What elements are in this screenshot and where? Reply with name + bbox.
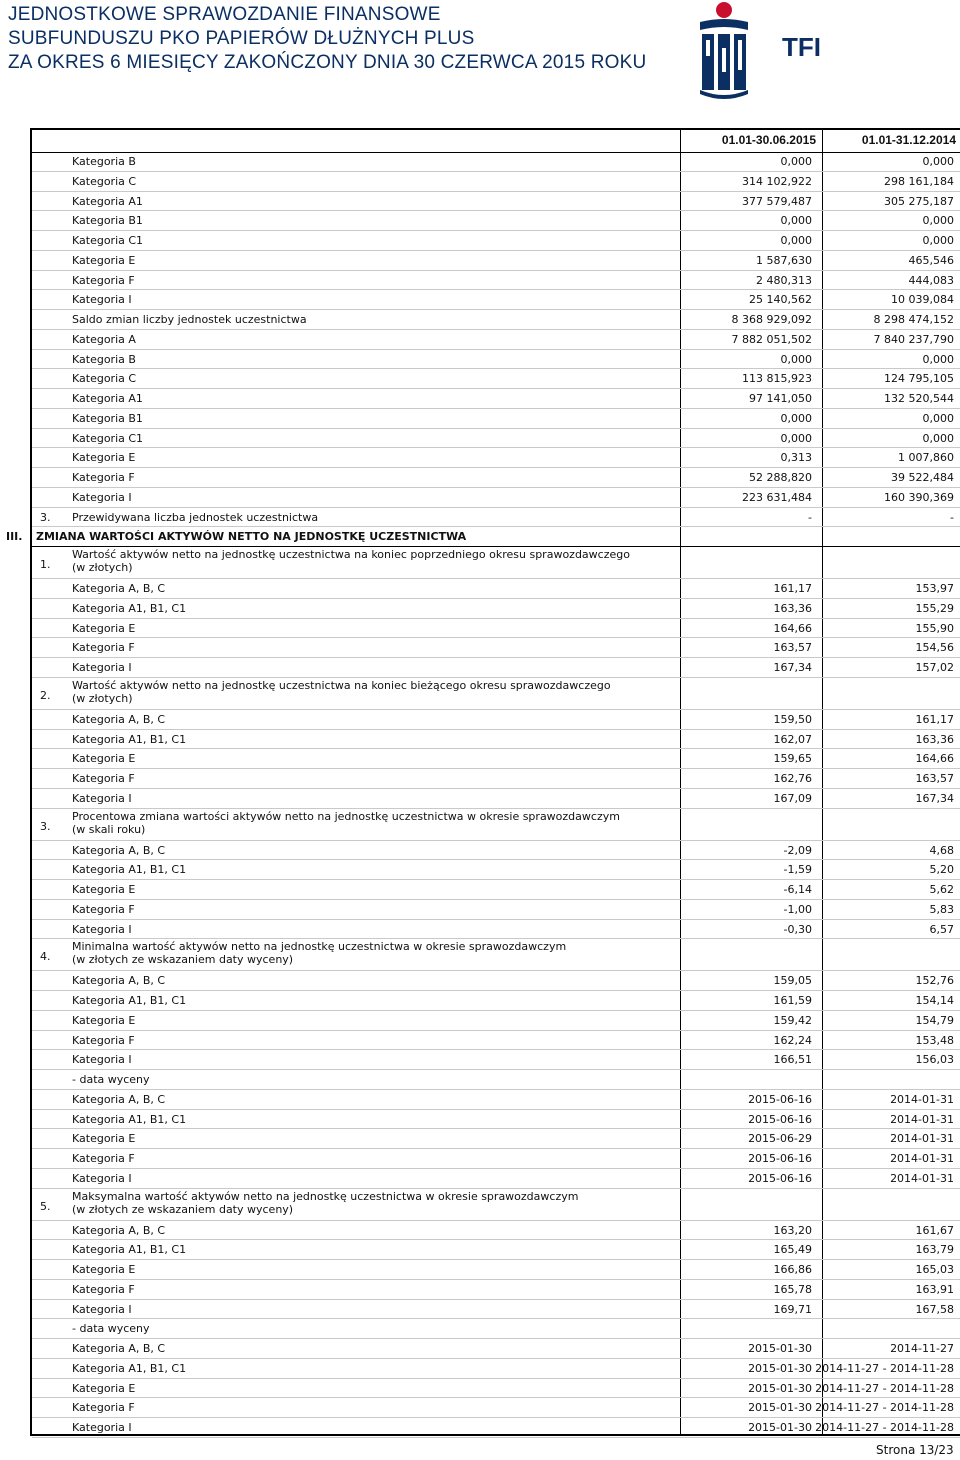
value-2015: 166,86 xyxy=(773,1263,812,1276)
value-2015: 159,42 xyxy=(773,1013,812,1027)
table-row xyxy=(32,1031,960,1051)
report-title-line-3: ZA OKRES 6 MIESIĘCY ZAKOŃCZONY DNIA 30 CZERWCA 2015 ROKU xyxy=(8,52,647,73)
row-label: Kategoria E xyxy=(72,1263,136,1276)
value-2015: 2015-01-30 xyxy=(748,1361,812,1375)
value-2014: 5,83 xyxy=(929,902,954,916)
value-2014: 0,000 xyxy=(922,352,954,366)
row-label: Kategoria A1, B1, C1 xyxy=(72,601,187,615)
row-label: Kategoria I xyxy=(72,293,132,307)
row-label: Kategoria I xyxy=(72,1421,132,1434)
value-2014: 2014-01-31 xyxy=(890,1152,954,1165)
value-2014: 2014-11-27 - 2014-11-28 xyxy=(815,1401,954,1415)
row-label: Kategoria A1 xyxy=(72,194,143,208)
row-label: Kategoria F xyxy=(72,1401,135,1415)
table-body xyxy=(6,152,960,1438)
value-2015: 161,59 xyxy=(773,994,812,1007)
row-label-line-1: Minimalna wartość aktywów netto na jednostkę uczestnictwa w okresie sprawozdawczym xyxy=(72,940,567,954)
value-2014: 0,000 xyxy=(922,214,954,228)
table-row xyxy=(32,547,960,579)
report-title-line-1: JEDNOSTKOWE SPRAWOZDANIE FINANSOWE xyxy=(8,4,441,25)
value-2014: 2014-01-31 xyxy=(890,1092,954,1106)
table-row xyxy=(32,468,960,488)
value-2014: 161,17 xyxy=(915,712,954,726)
table-row xyxy=(32,1050,960,1070)
value-2015: 377 579,487 xyxy=(742,194,812,208)
table-row xyxy=(32,619,960,639)
value-2014: 163,57 xyxy=(915,772,954,785)
row-label xyxy=(72,679,611,705)
value-2015: -1,59 xyxy=(783,863,812,877)
table-row xyxy=(32,488,960,508)
value-2015: 97 141,050 xyxy=(749,392,812,405)
row-label: Kategoria I xyxy=(72,1302,132,1316)
value-2015: 163,36 xyxy=(773,601,812,615)
table-row xyxy=(32,1398,960,1418)
value-2015: 164,66 xyxy=(773,621,812,635)
row-label: Kategoria B xyxy=(72,352,136,366)
row-label: Kategoria F xyxy=(72,1033,135,1047)
value-2015: 7 882 051,502 xyxy=(731,332,812,346)
row-label: Kategoria E xyxy=(72,1013,136,1027)
value-2015: 167,09 xyxy=(773,791,812,805)
value-2014: 163,79 xyxy=(915,1243,954,1257)
table-row xyxy=(32,192,960,212)
row-label: Kategoria B1 xyxy=(72,411,143,425)
table-row xyxy=(32,939,960,971)
value-2014: 153,48 xyxy=(915,1033,954,1047)
tfi-logo-text: TFI xyxy=(782,32,821,62)
row-label-line-2: (w złotych) xyxy=(72,561,133,574)
value-2015: 162,76 xyxy=(773,772,812,785)
value-2014: 153,97 xyxy=(915,582,954,595)
row-label: Kategoria A1, B1, C1 xyxy=(72,732,187,746)
value-2014: 2014-11-27 - 2014-11-28 xyxy=(815,1361,954,1375)
table-row xyxy=(32,900,960,920)
row-number: 1. xyxy=(40,558,51,571)
table-row xyxy=(32,409,960,429)
row-label xyxy=(72,810,620,836)
row-label-line-1: Wartość aktywów netto na jednostkę uczestnictwa na koniec poprzedniego okresu sprawozdawczego xyxy=(72,548,630,561)
row-label: ZMIANA WARTOŚCI AKTYWÓW NETTO NA JEDNOSTKĘ UCZESTNICTWA xyxy=(36,530,467,544)
row-label-line-1: Procentowa zmiana wartości aktywów netto na jednostkę uczestnictwa w okresie sprawozdawczym xyxy=(72,809,620,823)
table-row xyxy=(32,638,960,658)
value-2015: -0,30 xyxy=(783,922,812,936)
row-label: Kategoria F xyxy=(72,902,135,916)
row-label: Kategoria B xyxy=(72,155,136,168)
value-2015: 162,24 xyxy=(773,1033,812,1047)
value-2015: 2 480,313 xyxy=(756,273,812,287)
row-label: Kategoria E xyxy=(72,752,136,766)
value-2015: 166,51 xyxy=(773,1053,812,1067)
financial-table xyxy=(6,128,960,1436)
table-row xyxy=(32,448,960,468)
value-2015: -2,09 xyxy=(783,843,812,857)
table-row xyxy=(32,231,960,251)
table-row xyxy=(32,251,960,271)
table-row xyxy=(32,769,960,789)
row-label: Kategoria A xyxy=(72,332,136,346)
row-label: Kategoria I xyxy=(72,661,132,674)
table-row xyxy=(32,860,960,880)
table-row xyxy=(32,1240,960,1260)
value-2014: 167,58 xyxy=(915,1302,954,1316)
value-2014: 0,000 xyxy=(922,431,954,445)
value-2014: 5,20 xyxy=(929,863,954,877)
table-row xyxy=(32,1169,960,1189)
value-2014: 2014-01-31 xyxy=(890,1112,954,1126)
table-row xyxy=(32,369,960,389)
value-2014: 10 039,084 xyxy=(891,293,954,307)
table-row xyxy=(32,1280,960,1300)
table-row xyxy=(32,1339,960,1359)
value-2015: 159,65 xyxy=(773,752,812,766)
value-2014: 161,67 xyxy=(915,1223,954,1237)
value-2015: 2015-01-30 xyxy=(748,1421,812,1434)
value-2014: 0,000 xyxy=(922,411,954,425)
table-row xyxy=(32,429,960,449)
table-row xyxy=(32,1221,960,1241)
row-label: - data wyceny xyxy=(72,1322,150,1336)
row-label: Kategoria A1 xyxy=(72,392,143,405)
value-2015: 113 815,923 xyxy=(742,372,812,386)
value-2014: 465,546 xyxy=(908,253,954,267)
value-2014: 298 161,184 xyxy=(884,174,954,188)
value-2015: 0,313 xyxy=(780,451,812,465)
row-label: Kategoria A1, B1, C1 xyxy=(72,863,187,877)
value-2015: 163,57 xyxy=(773,641,812,655)
row-label-line-2: (w złotych) xyxy=(72,691,133,705)
row-label: Kategoria F xyxy=(72,1282,135,1296)
row-label: Kategoria A1, B1, C1 xyxy=(72,1243,187,1257)
value-2015: 167,34 xyxy=(773,661,812,674)
table-row xyxy=(32,1189,960,1221)
row-label xyxy=(72,548,630,574)
value-2015: 165,78 xyxy=(773,1282,812,1296)
table-row xyxy=(32,1260,960,1280)
value-2015: 2015-06-16 xyxy=(748,1092,812,1106)
value-2015: -6,14 xyxy=(783,883,812,896)
column-header-2015: 01.01-30.06.2015 xyxy=(721,133,816,147)
row-label: Kategoria B1 xyxy=(72,214,143,228)
report-title-line-2: SUBFUNDUSZU PKO PAPIERÓW DŁUŻNYCH PLUS xyxy=(8,28,475,49)
row-label: Kategoria A1, B1, C1 xyxy=(72,1112,187,1126)
value-2015: 0,000 xyxy=(780,234,812,247)
table-row xyxy=(32,749,960,769)
row-label: Kategoria I xyxy=(72,1171,132,1185)
value-2014: 2014-11-27 - 2014-11-28 xyxy=(815,1381,954,1395)
row-label: Przewidywana liczba jednostek uczestnictwa xyxy=(72,510,319,524)
table-row xyxy=(32,1319,960,1339)
value-2015: 2015-01-30 xyxy=(748,1401,812,1415)
table-row xyxy=(32,710,960,730)
value-2014: 0,000 xyxy=(922,234,954,247)
value-2014: 6,57 xyxy=(929,922,954,936)
row-label: Kategoria I xyxy=(72,922,132,936)
value-2014: 1 007,860 xyxy=(898,451,954,465)
value-2014: 2014-01-31 xyxy=(890,1132,954,1146)
value-2015: 2015-06-29 xyxy=(748,1132,812,1146)
table-row xyxy=(32,971,960,991)
row-label: Kategoria A, B, C xyxy=(72,843,166,857)
value-2014: 5,62 xyxy=(929,883,954,896)
value-2015: 159,05 xyxy=(773,974,812,988)
value-2015: 161,17 xyxy=(773,582,812,595)
table-row xyxy=(32,1418,960,1438)
table-row xyxy=(32,1090,960,1110)
value-2014: 164,66 xyxy=(915,752,954,766)
value-2014: - xyxy=(950,510,954,524)
table-row xyxy=(32,1300,960,1320)
row-number: 4. xyxy=(40,950,51,964)
value-2015: 52 288,820 xyxy=(749,471,812,484)
value-2015: 0,000 xyxy=(780,431,812,445)
row-label: Kategoria C xyxy=(72,174,137,188)
table-row xyxy=(32,991,960,1011)
value-2014: 444,083 xyxy=(908,273,954,287)
page-number: Strona 13/23 xyxy=(876,1443,954,1457)
value-2014: 154,79 xyxy=(915,1013,954,1027)
value-2015: 2015-06-16 xyxy=(748,1152,812,1165)
value-2014: 124 795,105 xyxy=(884,372,954,386)
table-row xyxy=(32,330,960,350)
value-2014: 167,34 xyxy=(915,791,954,805)
row-number: 2. xyxy=(40,688,51,702)
row-label: Saldo zmian liczby jednostek uczestnictwa xyxy=(72,313,307,326)
value-2015: - xyxy=(808,510,812,524)
row-label: Kategoria C xyxy=(72,372,137,386)
report-header xyxy=(0,0,960,118)
value-2014: 152,76 xyxy=(915,974,954,988)
value-2014: 2014-11-27 xyxy=(890,1342,954,1355)
value-2014: 7 840 237,790 xyxy=(873,332,954,346)
row-label: Kategoria E xyxy=(72,1132,136,1146)
value-2015: 162,07 xyxy=(773,732,812,746)
row-label: Kategoria F xyxy=(72,772,135,785)
row-label: Kategoria E xyxy=(72,883,136,896)
row-label: Kategoria C1 xyxy=(72,431,144,445)
value-2014: 4,68 xyxy=(929,843,954,857)
row-label: Kategoria E xyxy=(72,253,136,267)
value-2015: 1 587,630 xyxy=(756,253,812,267)
value-2014: 156,03 xyxy=(915,1053,954,1067)
value-2015: 8 368 929,092 xyxy=(731,313,812,326)
row-label-line-1: Wartość aktywów netto na jednostkę uczestnictwa na koniec bieżącego okresu sprawozdawczego xyxy=(72,678,611,692)
value-2015: 163,20 xyxy=(773,1223,812,1237)
value-2015: 2015-06-16 xyxy=(748,1112,812,1126)
row-label: Kategoria C1 xyxy=(72,234,144,247)
row-label: Kategoria F xyxy=(72,273,135,287)
row-label-line-2: (w skali roku) xyxy=(72,822,146,836)
table-row xyxy=(32,1011,960,1031)
value-2015: 0,000 xyxy=(780,352,812,366)
table-row xyxy=(32,1359,960,1379)
row-label-line-1: Maksymalna wartość aktywów netto na jednostkę uczestnictwa w okresie sprawozdawczym xyxy=(72,1189,579,1203)
value-2014: 132 520,544 xyxy=(884,392,954,405)
value-2015: -1,00 xyxy=(783,902,812,916)
value-2014: 2014-01-31 xyxy=(890,1171,954,1185)
table-row xyxy=(32,880,960,900)
row-number: 3. xyxy=(40,819,51,833)
value-2014: 0,000 xyxy=(922,155,954,168)
table-row xyxy=(32,152,960,172)
table-row xyxy=(32,658,960,678)
table-row xyxy=(32,508,960,528)
table-row xyxy=(32,290,960,310)
table-row xyxy=(32,1070,960,1090)
value-2014: 165,03 xyxy=(915,1263,954,1276)
row-label: Kategoria A1, B1, C1 xyxy=(72,994,187,1007)
value-2014: 154,14 xyxy=(915,994,954,1007)
table-row xyxy=(32,1110,960,1130)
value-2014: 163,91 xyxy=(915,1282,954,1296)
value-2015: 159,50 xyxy=(773,712,812,726)
row-number: III. xyxy=(6,530,23,544)
value-2015: 165,49 xyxy=(773,1243,812,1257)
row-number: 3. xyxy=(40,510,51,524)
row-label: Kategoria F xyxy=(72,641,135,655)
value-2014: 155,90 xyxy=(915,621,954,635)
value-2014: 160 390,369 xyxy=(884,490,954,504)
row-label: Kategoria A, B, C xyxy=(72,1092,166,1106)
table-row xyxy=(32,789,960,809)
table-row xyxy=(32,678,960,710)
row-label: Kategoria F xyxy=(72,1152,135,1165)
value-2014: 2014-11-27 - 2014-11-28 xyxy=(815,1421,954,1434)
row-label-line-2: (w złotych ze wskazaniem daty wyceny) xyxy=(72,953,294,967)
row-label: Kategoria F xyxy=(72,471,135,484)
row-label: Kategoria A, B, C xyxy=(72,1223,166,1237)
row-label: Kategoria A, B, C xyxy=(72,582,166,595)
row-label: Kategoria I xyxy=(72,490,132,504)
table-row xyxy=(32,211,960,231)
table-row xyxy=(32,1129,960,1149)
value-2015: 2015-06-16 xyxy=(748,1171,812,1185)
table-row xyxy=(32,1149,960,1169)
table-row xyxy=(32,1379,960,1399)
table-row xyxy=(32,809,960,841)
table-row xyxy=(32,310,960,330)
table-header-row xyxy=(32,130,960,153)
row-label: - data wyceny xyxy=(72,1073,150,1086)
row-label: Kategoria A, B, C xyxy=(72,712,166,726)
row-number: 5. xyxy=(40,1199,51,1213)
value-2015: 0,000 xyxy=(780,411,812,425)
row-label: Kategoria A, B, C xyxy=(72,1342,166,1355)
value-2015: 223 631,484 xyxy=(742,490,812,504)
value-2015: 169,71 xyxy=(773,1302,812,1316)
table-row xyxy=(32,579,960,599)
value-2014: 305 275,187 xyxy=(884,194,954,208)
table-row xyxy=(32,350,960,370)
value-2015: 2015-01-30 xyxy=(748,1342,812,1355)
table-row xyxy=(32,271,960,291)
value-2014: 157,02 xyxy=(915,661,954,674)
row-label: Kategoria E xyxy=(72,621,136,635)
table-row xyxy=(32,730,960,750)
value-2014: 39 522,484 xyxy=(891,471,954,484)
row-label-line-2: (w złotych ze wskazaniem daty wyceny) xyxy=(72,1202,294,1216)
value-2014: 163,36 xyxy=(915,732,954,746)
table-row xyxy=(32,599,960,619)
row-label: Kategoria A1, B1, C1 xyxy=(72,1361,187,1375)
table-row xyxy=(32,172,960,192)
value-2015: 25 140,562 xyxy=(749,293,812,307)
table-row xyxy=(6,527,960,547)
column-header-2014: 01.01-31.12.2014 xyxy=(861,133,956,147)
table-row xyxy=(32,841,960,861)
value-2014: 155,29 xyxy=(915,601,954,615)
table-row xyxy=(32,920,960,940)
row-label xyxy=(72,1190,578,1216)
row-label xyxy=(72,940,566,966)
row-label: Kategoria I xyxy=(72,1053,132,1067)
row-label: Kategoria A, B, C xyxy=(72,974,166,988)
value-2015: 314 102,922 xyxy=(742,174,812,188)
value-2014: 154,56 xyxy=(915,641,954,655)
value-2015: 2015-01-30 xyxy=(748,1381,812,1395)
row-label: Kategoria I xyxy=(72,791,132,805)
row-label: Kategoria E xyxy=(72,1381,136,1395)
value-2014: 8 298 474,152 xyxy=(873,313,954,326)
table-row xyxy=(32,389,960,409)
value-2015: 0,000 xyxy=(780,214,812,228)
row-label: Kategoria E xyxy=(72,451,136,465)
value-2015: 0,000 xyxy=(780,155,812,168)
